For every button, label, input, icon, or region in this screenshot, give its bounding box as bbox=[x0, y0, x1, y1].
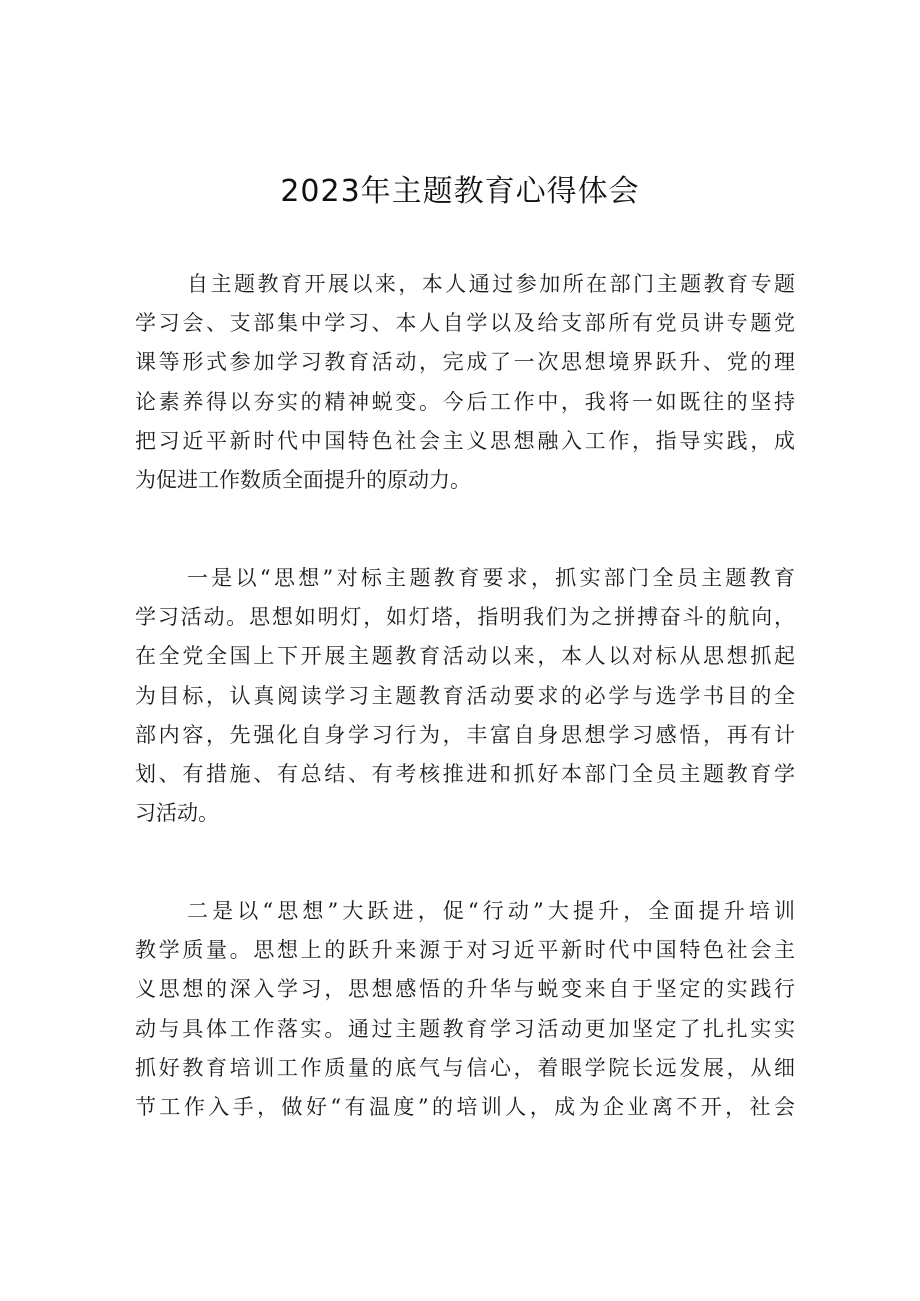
paragraph-line: 抓好教育培训工作质量的底气与信心，着眼学院长远发展，从细 bbox=[135, 1055, 795, 1080]
paragraph-line: 在全党全国上下开展主题教育活动以来，本人以对标从思想抓起 bbox=[135, 644, 795, 669]
paragraph-line: 课等形式参加学习教育活动，完成了一次思想境界跃升、党的理 bbox=[135, 350, 795, 375]
paragraph-line: 教学质量。思想上的跃升来源于对习近平新时代中国特色社会主 bbox=[135, 938, 795, 963]
paragraph-line: 自主题教育开展以来，本人通过参加所在部门主题教育专题 bbox=[187, 272, 795, 296]
paragraph-line: 为促进工作数质全面提升的原动力。 bbox=[135, 467, 471, 492]
paragraph-line: 学习会、支部集中学习、本人自学以及给支部所有党员讲专题党 bbox=[135, 311, 795, 336]
paragraph-line: 义思想的深入学习，思想感悟的升华与蜕变来自于坚定的实践行 bbox=[135, 977, 795, 1002]
paragraph-line: 论素养得以夯实的精神蜕变。今后工作中，我将一如既往的坚持 bbox=[135, 389, 795, 414]
paragraph-point-two bbox=[135, 892, 795, 1127]
paragraph-line: 习活动。 bbox=[135, 801, 219, 826]
paragraph-line: 二是以“思想”大跃进，促“行动”大提升，全面提升培训 bbox=[187, 899, 795, 923]
paragraph-intro bbox=[135, 265, 795, 500]
paragraph-line: 一是以“思想”对标主题教育要求，抓实部门全员主题教育 bbox=[187, 566, 795, 590]
paragraph-line: 划、有措施、有总结、有考核推进和抓好本部门全员主题教育学 bbox=[135, 761, 795, 786]
document-title: 2023年主题教育心得体会 bbox=[280, 174, 640, 209]
paragraph-point-one bbox=[135, 559, 795, 833]
paragraph-line: 把习近平新时代中国特色社会主义思想融入工作，指导实践，成 bbox=[135, 428, 795, 453]
paragraph-line: 部内容，先强化自身学习行为，丰富自身思想学习感悟，再有计 bbox=[135, 722, 795, 747]
paragraph-line: 学习活动。思想如明灯，如灯塔，指明我们为之拼搏奋斗的航向， bbox=[135, 605, 795, 630]
paragraph-line: 动与具体工作落实。通过主题教育学习活动更加坚定了扎扎实实 bbox=[135, 1016, 795, 1041]
paragraph-line: 为目标，认真阅读学习主题教育活动要求的必学与选学书目的全 bbox=[135, 683, 795, 708]
paragraph-line: 节工作入手，做好“有温度”的培训人，成为企业离不开，社会 bbox=[135, 1094, 795, 1119]
